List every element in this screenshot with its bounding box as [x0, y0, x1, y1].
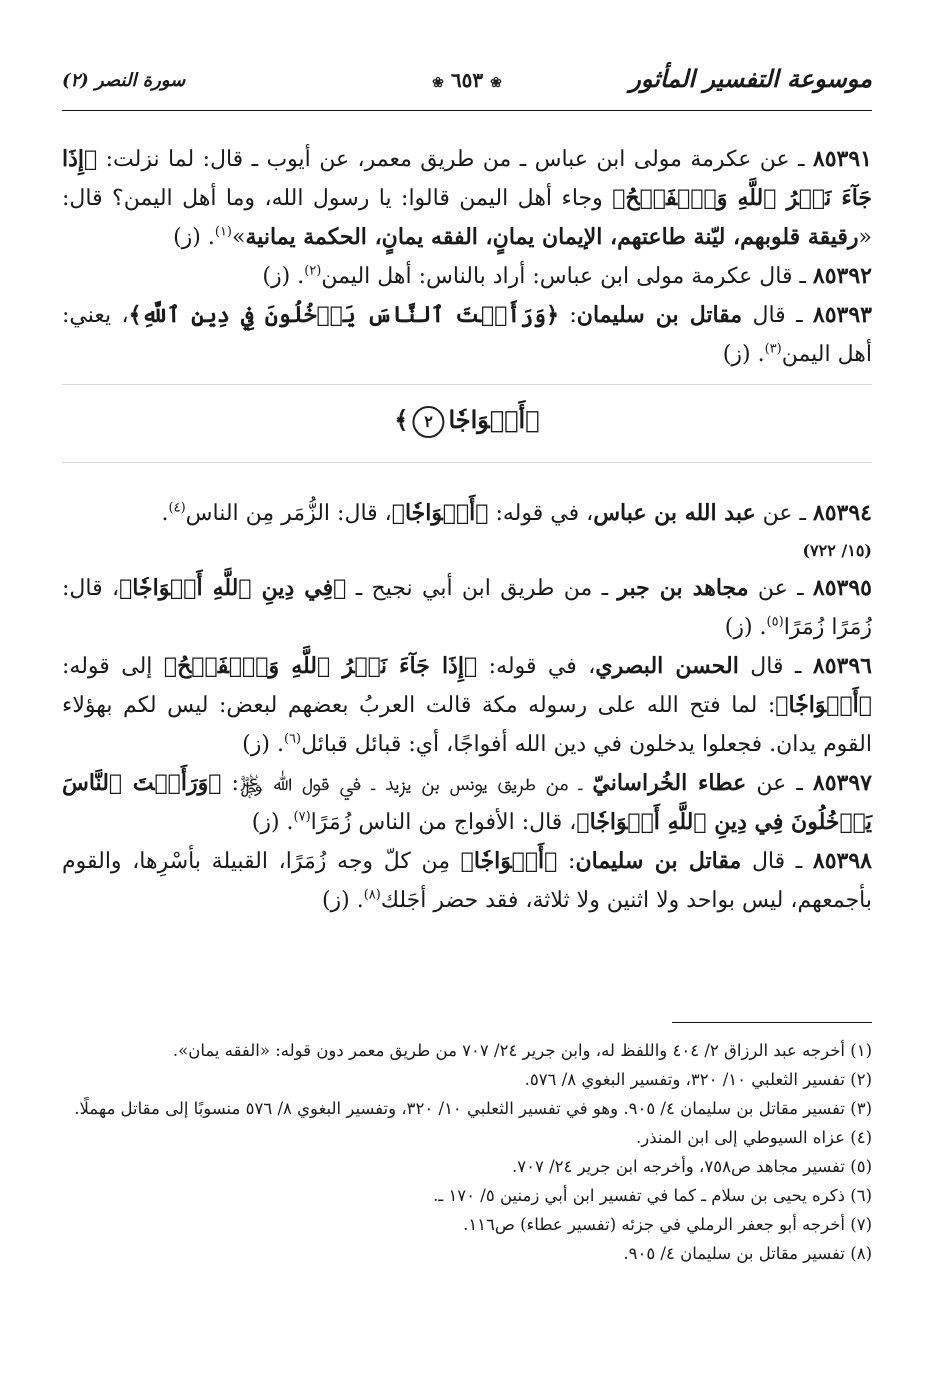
- narration-text: ـ عن: [746, 771, 813, 796]
- narration-85391: [62, 140, 872, 257]
- narration-85395: [62, 569, 872, 647]
- ornament-icon: ❀: [490, 75, 502, 91]
- quran-verse: ﴿وَرَأَيۡتَ ٱلنَّاسَ يَدۡخُلُونَ فِي دِينِ ٱللَّهِ أَفۡوَاجٗا﴾: [62, 770, 872, 835]
- narration-number: ٨٥٣٩٥: [812, 575, 872, 601]
- quran-verse: ﴿أَفۡوَاجٗا﴾: [391, 500, 489, 526]
- running-header: [62, 64, 872, 104]
- narration-85393: [62, 296, 872, 374]
- quran-verse: ﴿فِي دِينِ ٱللَّهِ أَفۡوَاجٗا﴾: [119, 575, 347, 601]
- narration-tail: . (ز): [173, 225, 215, 250]
- narration-text: ، قال: زُمَرًا زُمَرًا: [62, 576, 872, 640]
- footnote-7: (٧) أخرجه أبو جعفر الرملي في جزئه (تفسير عطاء) ص١١٦.: [463, 1215, 872, 1234]
- narrator-name: مقاتل بن سليمان: [575, 848, 742, 874]
- footnotes: [62, 1036, 872, 1268]
- narration-text: »: [232, 225, 246, 250]
- narration-tail: . (ز): [242, 732, 284, 757]
- footnote-3: (٣) تفسير مقاتل بن سليمان ٤/ ٩٠٥. وهو في تفسير الثعلبي ١٠/ ٣٢٠، وتفسير البغوي ٨/ ٥٧٦ منسوبًا إلى مقاتل مهملًا.: [74, 1099, 872, 1118]
- narration-85394: [62, 494, 872, 533]
- narrator-name: عبد الله بن عباس: [593, 500, 756, 526]
- narrator-name: عطاء الخُراسانيّ: [592, 770, 747, 796]
- footnote-rule: [672, 1022, 872, 1023]
- book-title: موسوعة التفسير المأثور: [629, 64, 872, 93]
- narration-tail: . (ز): [262, 264, 305, 289]
- footnote-marker[interactable]: (٤): [168, 500, 186, 516]
- footnote-marker[interactable]: (٦): [283, 731, 302, 747]
- narration-85392: [62, 257, 872, 296]
- volume-page-reference: (١٥/ ٧٢٢): [802, 541, 872, 560]
- narration-text: ـ من طريق يونس بن يزيد ـ في قول الله ﷿:: [221, 771, 593, 796]
- narration-text: ـ من طريق ابن أبي نجيح ـ: [346, 576, 618, 601]
- narrator-name: مجاهد بن جبر: [617, 575, 749, 601]
- section-divider: [62, 374, 872, 494]
- narration-text: ، في قوله:: [477, 654, 596, 679]
- footnote-8: (٨) تفسير مقاتل بن سليمان ٤/ ٩٠٥.: [623, 1244, 872, 1263]
- narration-number: ٨٥٣٩٧: [812, 770, 872, 796]
- narration-tail: .: [161, 501, 169, 526]
- narration-text: إلى قوله:: [62, 654, 164, 679]
- narration-text: : لما فتح الله على رسوله مكة قالت العربُ بعضهم لبعض: ليس لكم بهؤلاء القوم يدان. فجعلوا يدخلون في دين الله أفواجًا، أي: قبائل قبائل: [62, 693, 872, 757]
- narration-tail: . (ز): [321, 888, 364, 913]
- narration-text: ـ عن: [748, 576, 813, 601]
- ornament-icon: ❀: [432, 75, 444, 91]
- narration-number: ٨٥٣٩٦: [812, 653, 872, 679]
- narration-number: ٨٥٣٩٤: [812, 500, 872, 526]
- footnote-2: (٢) تفسير الثعلبي ١٠/ ٣٢٠، وتفسير البغوي ٨/ ٥٧٦.: [524, 1070, 872, 1089]
- quran-verse: ﴿وَرَأَيۡتَ ٱلنَّاسَ يَدۡخُلُونَ فِي دِينِ ٱللَّهِ﴾: [128, 302, 559, 328]
- narration-tail: . (ز): [722, 342, 765, 367]
- section-heading: [394, 400, 539, 439]
- quran-verse: ﴿أَفۡوَاجٗا﴾: [460, 848, 558, 874]
- footnote-6: (٦) ذكره يحيى بن سلام ـ كما في تفسير ابن أبي زمنين ٥/ ١٧٠ ـ.: [433, 1186, 872, 1205]
- header-rule: [62, 110, 872, 111]
- narration-text: ، يعني: أهل اليمن: [62, 303, 872, 367]
- narration-tail: . (ز): [251, 810, 294, 835]
- narration-text: ، قال: الزُّمَر مِن الناس: [185, 501, 392, 526]
- narration-text: :: [557, 849, 576, 874]
- narration-tail: . (ز): [724, 615, 767, 640]
- main-text: [62, 140, 872, 920]
- footnote-marker[interactable]: (٨): [363, 887, 381, 903]
- narration-text: ـ قال: [742, 303, 813, 328]
- faint-rule: [62, 384, 872, 385]
- narration-text: مِن كلّ وجه زُمَرًا، القبيلة بأسْرِها، والقوم بأجمعهم، ليس بواحد ولا اثنين ولا ثلاثة، فقد حضر أجَلك: [62, 849, 872, 913]
- narration-85398: [62, 842, 872, 920]
- quran-verse: ﴿أَفۡوَاجٗا﴾: [775, 692, 872, 718]
- footnote-marker[interactable]: (٥): [766, 614, 784, 630]
- narration-text: ، قال: الأفواج من الناس زُمَرًا: [310, 810, 577, 835]
- narrator-name: الحسن البصري: [595, 653, 739, 679]
- narration-text: ـ قال: [741, 849, 813, 874]
- narration-85396: [62, 647, 872, 764]
- footnote-4: (٤) عزاه السيوطي إلى ابن المنذر.: [636, 1128, 872, 1147]
- narration-number: ٨٥٣٩٢: [812, 263, 872, 289]
- footnote-marker[interactable]: (٧): [293, 809, 311, 825]
- narrator-name: مقاتل بن سليمان: [576, 302, 743, 328]
- narration-number: ٨٥٣٩٨: [812, 848, 872, 874]
- narration-text: ـ قال عكرمة مولى ابن عباس: أراد بالناس: أهل اليمن: [321, 264, 813, 289]
- surah-title: سورة النصر (٢): [62, 70, 186, 91]
- narration-number: ٨٥٣٩٣: [812, 302, 872, 328]
- footnote-marker[interactable]: (٣): [764, 341, 782, 357]
- hadith-quote: رقيقة قلوبهم، ليّنة طاعتهم، الإيمان يمانٍ، الفقه يمانٍ، الحكمة يمانية: [245, 224, 859, 250]
- narration-text: ـ عن: [755, 501, 813, 526]
- footnote-5: (٥) تفسير مجاهد ص٧٥٨، وأخرجه ابن جرير ٢٤/ ٧٠٧.: [512, 1157, 872, 1176]
- narration-text: ، في قوله:: [488, 501, 594, 526]
- narration-text: ـ قال: [738, 654, 813, 679]
- narration-text: ـ عن عكرمة مولى ابن عباس ـ من طريق معمر، عن أيوب ـ قال: لما نزلت:: [97, 147, 813, 172]
- faint-rule: [62, 462, 872, 463]
- footnote-marker[interactable]: (٢): [304, 263, 322, 279]
- footnote-marker[interactable]: (١): [214, 224, 232, 240]
- narration-85397: [62, 764, 872, 842]
- narration-text: :: [558, 303, 577, 328]
- footnote-1: (١) أخرجه عبد الرزاق ٢/ ٤٠٤ واللفظ له، وابن جرير ٢٤/ ٧٠٧ من طريق معمر دون قوله: «الفقه يمان».: [172, 1041, 872, 1060]
- narration-number: ٨٥٣٩١: [812, 146, 872, 172]
- quran-verse: ﴿إِذَا جَآءَ نَصۡرُ ٱللَّهِ وَٱلۡفَتۡحُ﴾: [163, 653, 478, 679]
- narration-text: وجاء أهل اليمن قالوا: يا رسول الله، وما أهل اليمن؟ قال: «: [62, 186, 872, 250]
- quran-verse: ﴿إِذَا جَآءَ نَصۡرُ ٱللَّهِ وَٱلۡفَتۡحُ﴾: [62, 146, 872, 211]
- heading-bracket: ﴾: [394, 405, 409, 434]
- ayah-number-icon: ٢: [412, 406, 444, 438]
- page-number-block: [432, 68, 502, 92]
- heading-word: ﴿أَفۡوَاجٗا: [448, 405, 540, 434]
- page-number: ٦٥٣: [450, 68, 484, 92]
